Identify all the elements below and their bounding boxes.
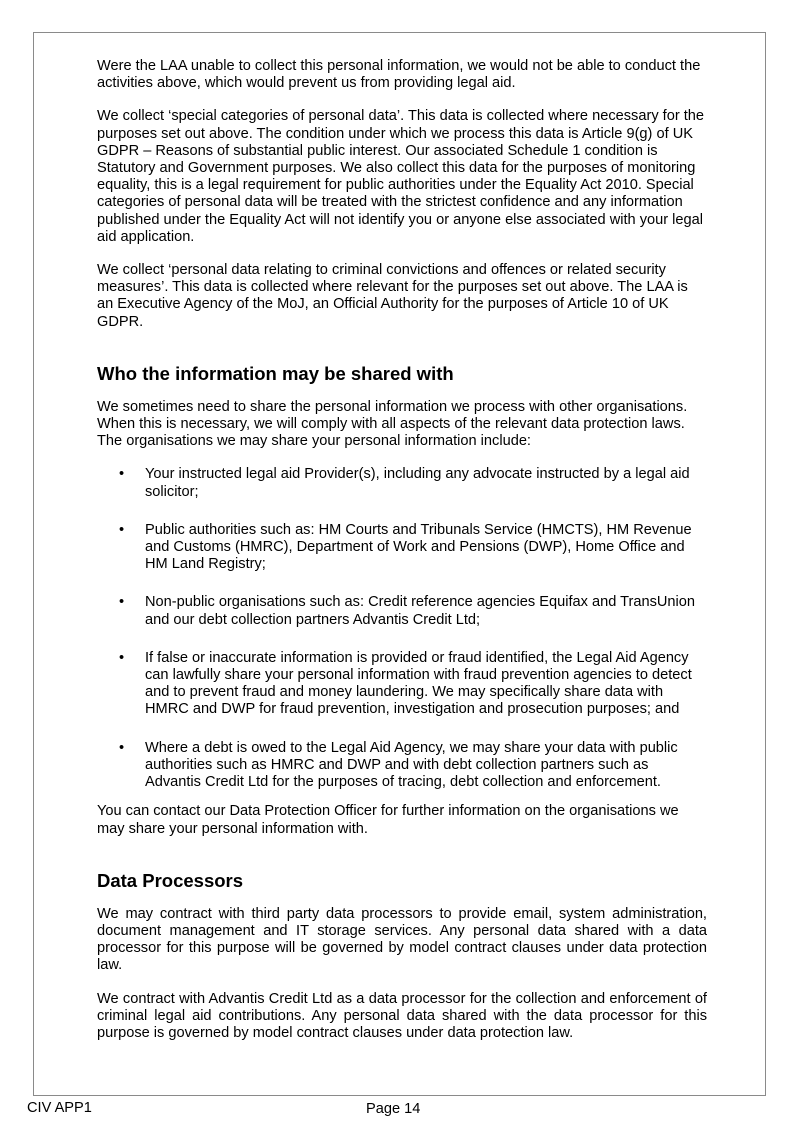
paragraph-collection-consequence: Were the LAA unable to collect this personal information, we would not be able to conduct the activities above, which would prevent us from providing legal aid.: [97, 58, 701, 92]
paragraph-sharing-intro: We sometimes need to share the personal information we process with other organisations. When this is necessary, we will comply with all aspects of the relevant data protection laws. The organisations we may share your personal information include:: [97, 398, 688, 450]
list-item: [97, 740, 707, 792]
document-body: [97, 58, 707, 1058]
bullet-icon: •: [119, 649, 125, 666]
paragraph-advantis-processor: We contract with Advantis Credit Ltd as a data processor for the collection and enforcement of criminal legal aid contributions. Any personal data shared with the data processor for this purpose is governed by model contract clauses under data protection law.: [97, 990, 707, 1041]
paragraph-sharing-outro: You can contact our Data Protection Officer for further information on the organisations we may share your personal information with.: [97, 803, 679, 837]
paragraph-third-party-processors: We may contract with third party data processors to provide email, system administration, document management and IT storage services. Any personal data shared with a data processor for this purpose will be governed by model contract clauses under data protection law.: [97, 905, 707, 974]
paragraph-criminal-convictions: We collect ‘personal data relating to criminal convictions and offences or related security measures’. This data is collected where relevant for the purposes set out above. The LAA is an Executive Agency of the MoJ, an Official Authority for the purposes of Article 10 of UK GDPR.: [97, 262, 688, 330]
list-item: [97, 466, 707, 500]
list-item-text: Public authorities such as: HM Courts and Tribunals Service (HMCTS), HM Revenue and Customs (HMRC), Department of Work and Pensions (DWP), Home Office and HM Land Registry;: [145, 521, 692, 573]
list-item-text: Your instructed legal aid Provider(s), including any advocate instructed by a legal aid solicitor;: [145, 466, 690, 500]
bullet-icon: •: [119, 466, 125, 483]
list-item-text: Non-public organisations such as: Credit reference agencies Equifax and TransUnion and our debt collection partners Advantis Credit Ltd;: [145, 594, 696, 628]
paragraph-special-categories: We collect ‘special categories of personal data’. This data is collected where necessary for the purposes set out above. The condition under which we process this data is Article 9(g) of UK GDPR – Reasons of substantial public interest. Our associated Schedule 1 condition is Statutory and Government purposes. We also collect this data for the purposes of monitoring equality, this is a legal requirement for public authorities under the Equality Act 2010. Special categories of personal data will be treated with the strictest confidence and any information published under the Equality Act will not identify you or anyone else associated with your legal aid application.: [97, 108, 705, 245]
footer-page-number: Page 14: [366, 1101, 421, 1117]
list-item: [97, 594, 707, 628]
sharing-organisations-list: [97, 466, 707, 791]
heading-information-sharing: Who the information may be shared with: [97, 362, 454, 384]
heading-data-processors: Data Processors: [97, 869, 244, 891]
footer-form-code: CIV APP1: [27, 1100, 92, 1116]
list-item: [97, 522, 707, 574]
bullet-icon: •: [119, 594, 125, 611]
list-item-text: Where a debt is owed to the Legal Aid Agency, we may share your data with public authorities such as HMRC and DWP and with debt collection partners such as Advantis Credit Ltd for the purposes of tracing, debt collection and enforcement.: [145, 739, 678, 791]
bullet-icon: •: [119, 521, 125, 538]
list-item: [97, 650, 707, 719]
list-item-text: If false or inaccurate information is provided or fraud identified, the Legal Aid Agency can lawfully share your personal information with fraud prevention agencies to detect and to prevent fraud and money laundering. We may specifically share data with HMRC and DWP for fraud prevention, investigation and prosecution purposes; and: [145, 649, 692, 718]
bullet-icon: •: [119, 739, 125, 756]
